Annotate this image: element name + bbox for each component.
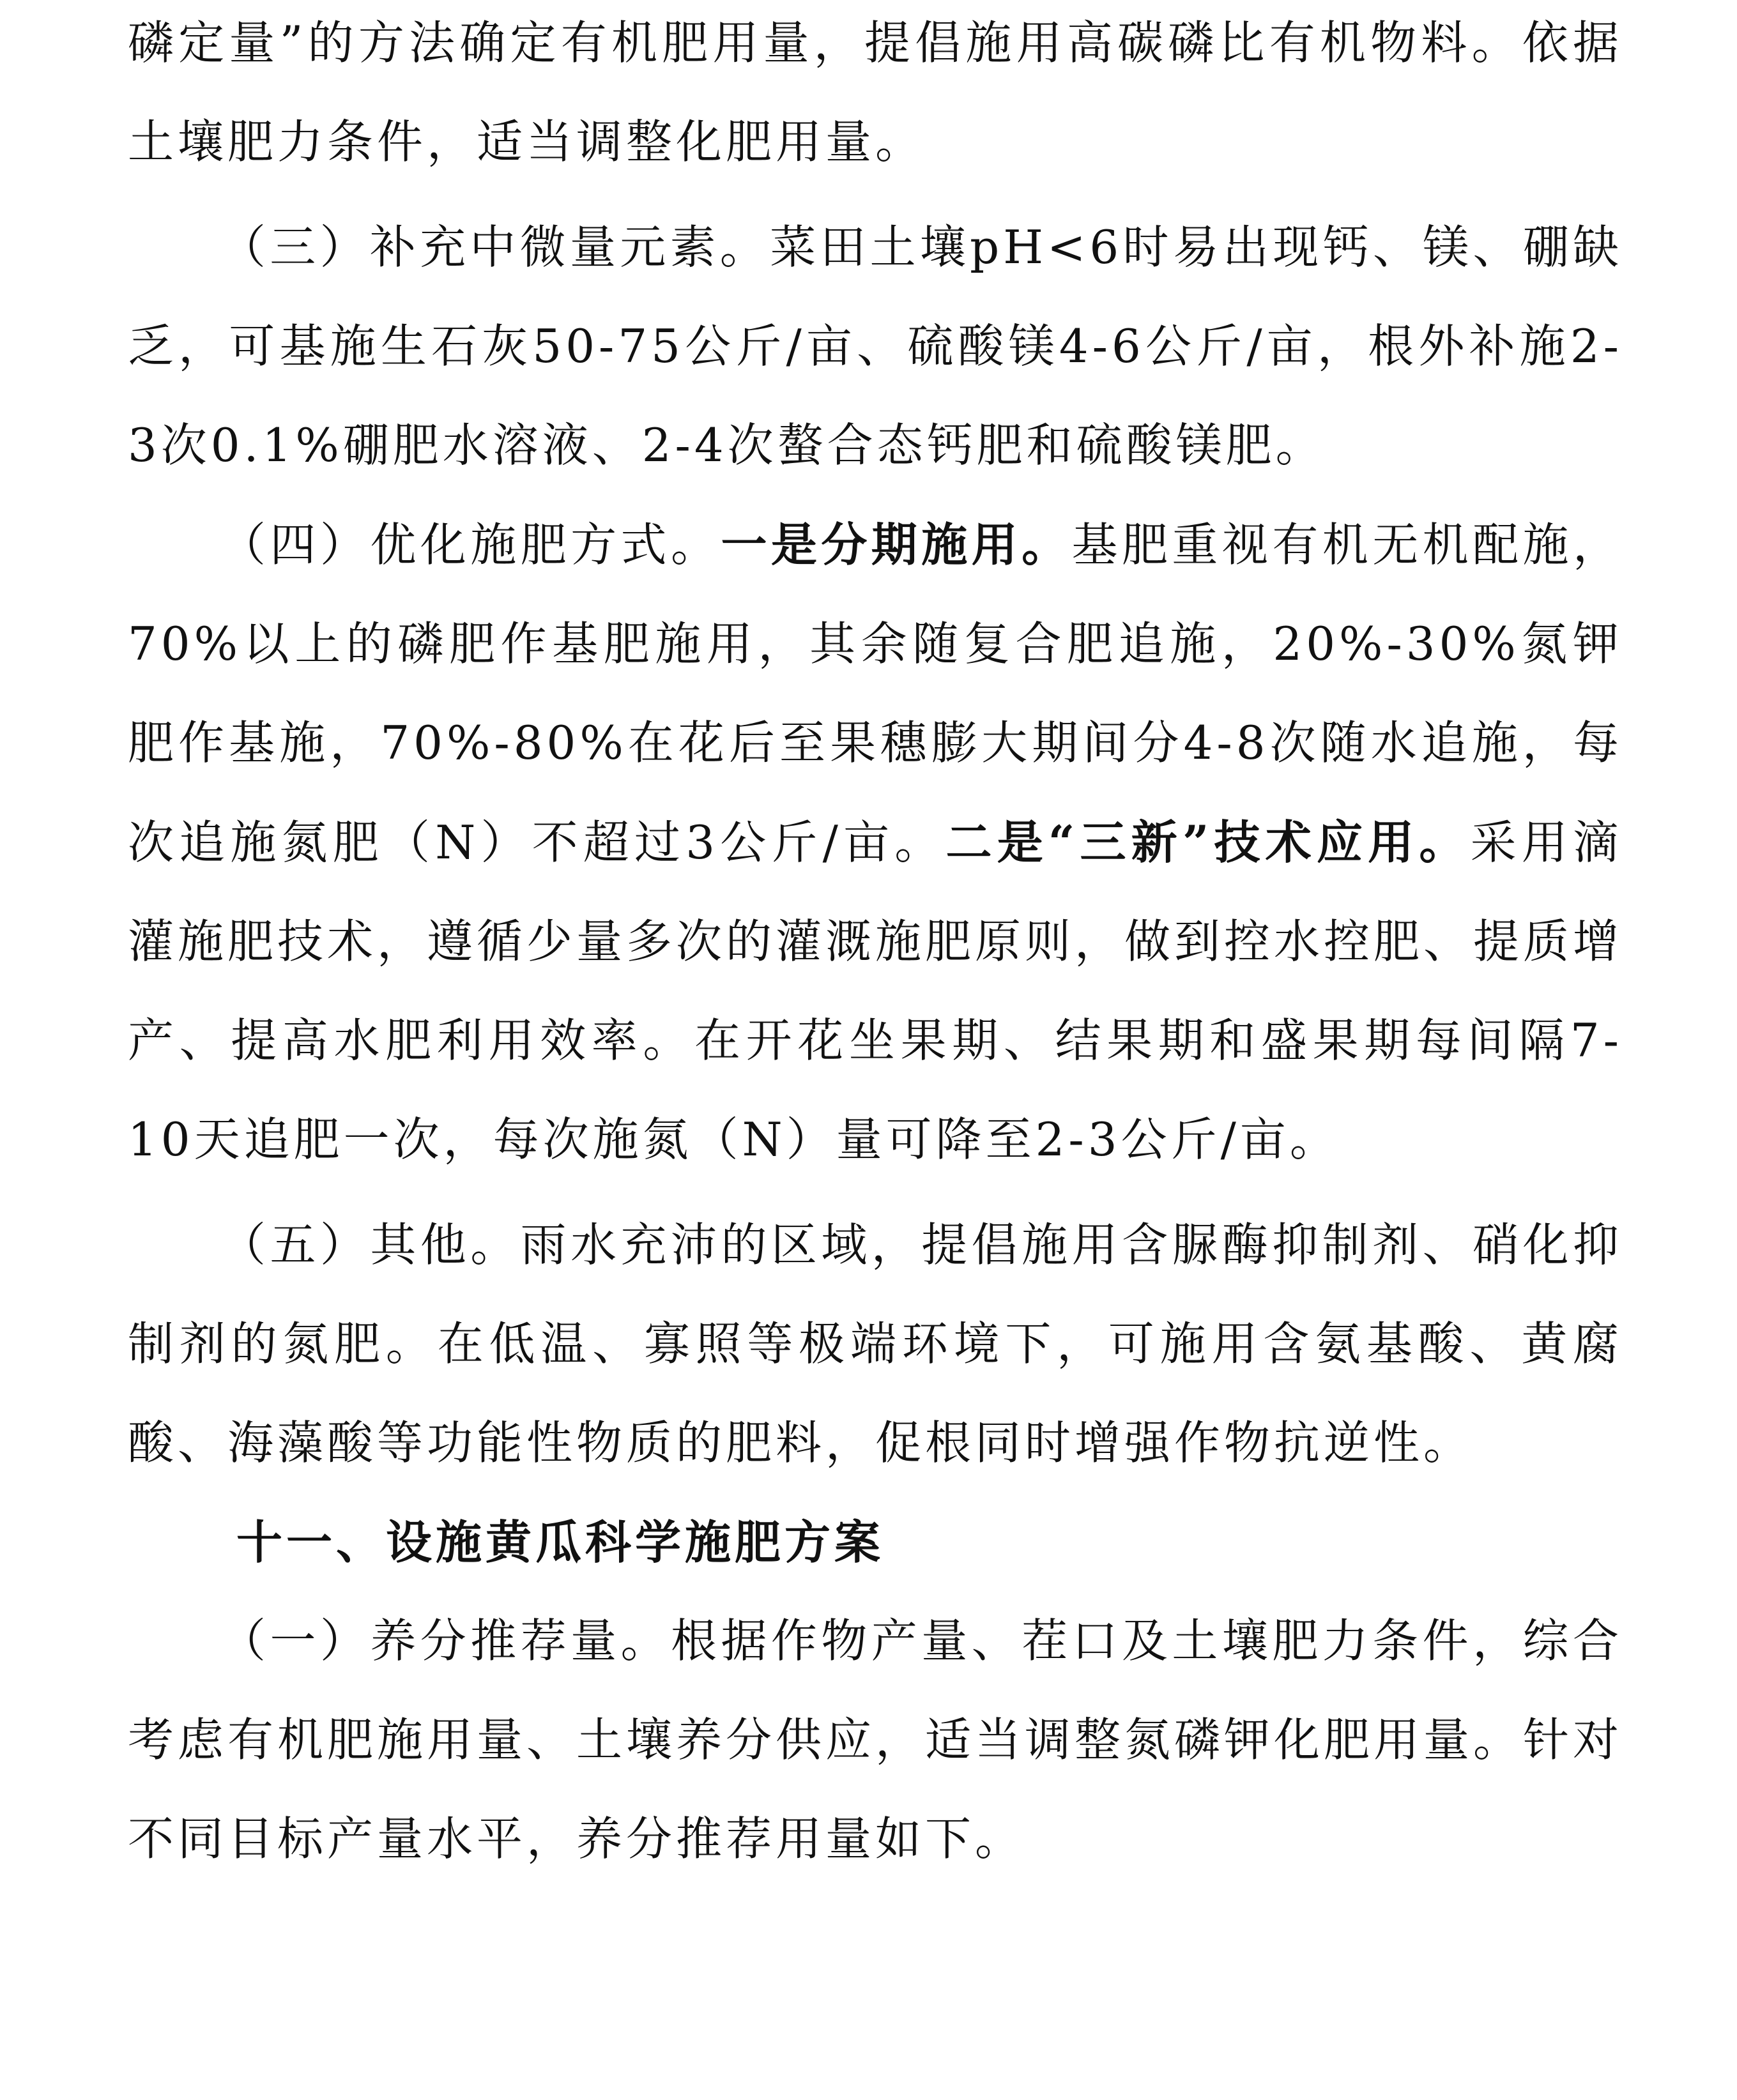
paragraph-text: 磷定量”的方法确定有机肥用量，提倡施用高碳磷比有机物料。依据土壤肥力条件，适当调整化肥用量。 [128, 16, 1623, 169]
section-label: （五）其他。 [220, 1218, 521, 1272]
paragraph-nutrient-recommendation [128, 1592, 1623, 1889]
paragraph-text: 雨水充沛的区域，提倡施用含脲酶抑制剂、硝化抑制剂的氮肥。在低温、寡照等极端环境下，可施用含氨基酸、黄腐酸、海藻酸等功能性物质的肥料，促根同时增强作物抗逆性。 [128, 1218, 1623, 1470]
paragraph-text: 基肥重视有机无机配施，70%以上的磷肥作基肥施用，其余随复合肥追施，20%-30%氮钾肥作基施，70%-80%在花后至果穗膨大期间分4-8次随水追施，每次追施氮肥（N）不超过3公斤/亩。 [128, 518, 1623, 869]
section-label: （一）养分推荐量。 [220, 1614, 671, 1668]
section-heading: 十一、设施黄瓜科学施肥方案 [236, 1515, 885, 1569]
paragraph-micronutrients [128, 198, 1623, 495]
paragraph-organic-fertilizer [128, 0, 1623, 192]
bold-phrase: 二是“三新”技术应用。 [945, 815, 1471, 869]
section-label: （三）补充中微量元素。 [220, 220, 770, 274]
paragraph-text: 根据作物产量、茬口及土壤肥力条件，综合考虑有机肥施用量、土壤养分供应，适当调整氮磷钾化肥用量。针对不同目标产量水平，养分推荐用量如下。 [128, 1614, 1623, 1866]
section-label: （四）优化施肥方式。 [220, 518, 721, 572]
paragraph-text: 菜田土壤pH<6时易出现钙、镁、硼缺乏，可基施生石灰50-75公斤/亩、硫酸镁4-6公斤/亩，根外补施2-3次0.1%硼肥水溶液、2-4次螯合态钙肥和硫酸镁肥。 [128, 220, 1623, 472]
document-page [128, 0, 1623, 1889]
paragraph-text: 采用滴灌施肥技术，遵循少量多次的灌溉施肥原则，做到控水控肥、提质增产、提高水肥利用效率。在开花坐果期、结果期和盛果期每间隔7-10天追肥一次，每次施氮（N）量可降至2-3公斤/亩。 [128, 816, 1623, 1166]
bold-phrase: 一是分期施用。 [721, 517, 1072, 572]
paragraph-other [128, 1196, 1623, 1493]
paragraph-fertilization-method [128, 495, 1623, 1189]
